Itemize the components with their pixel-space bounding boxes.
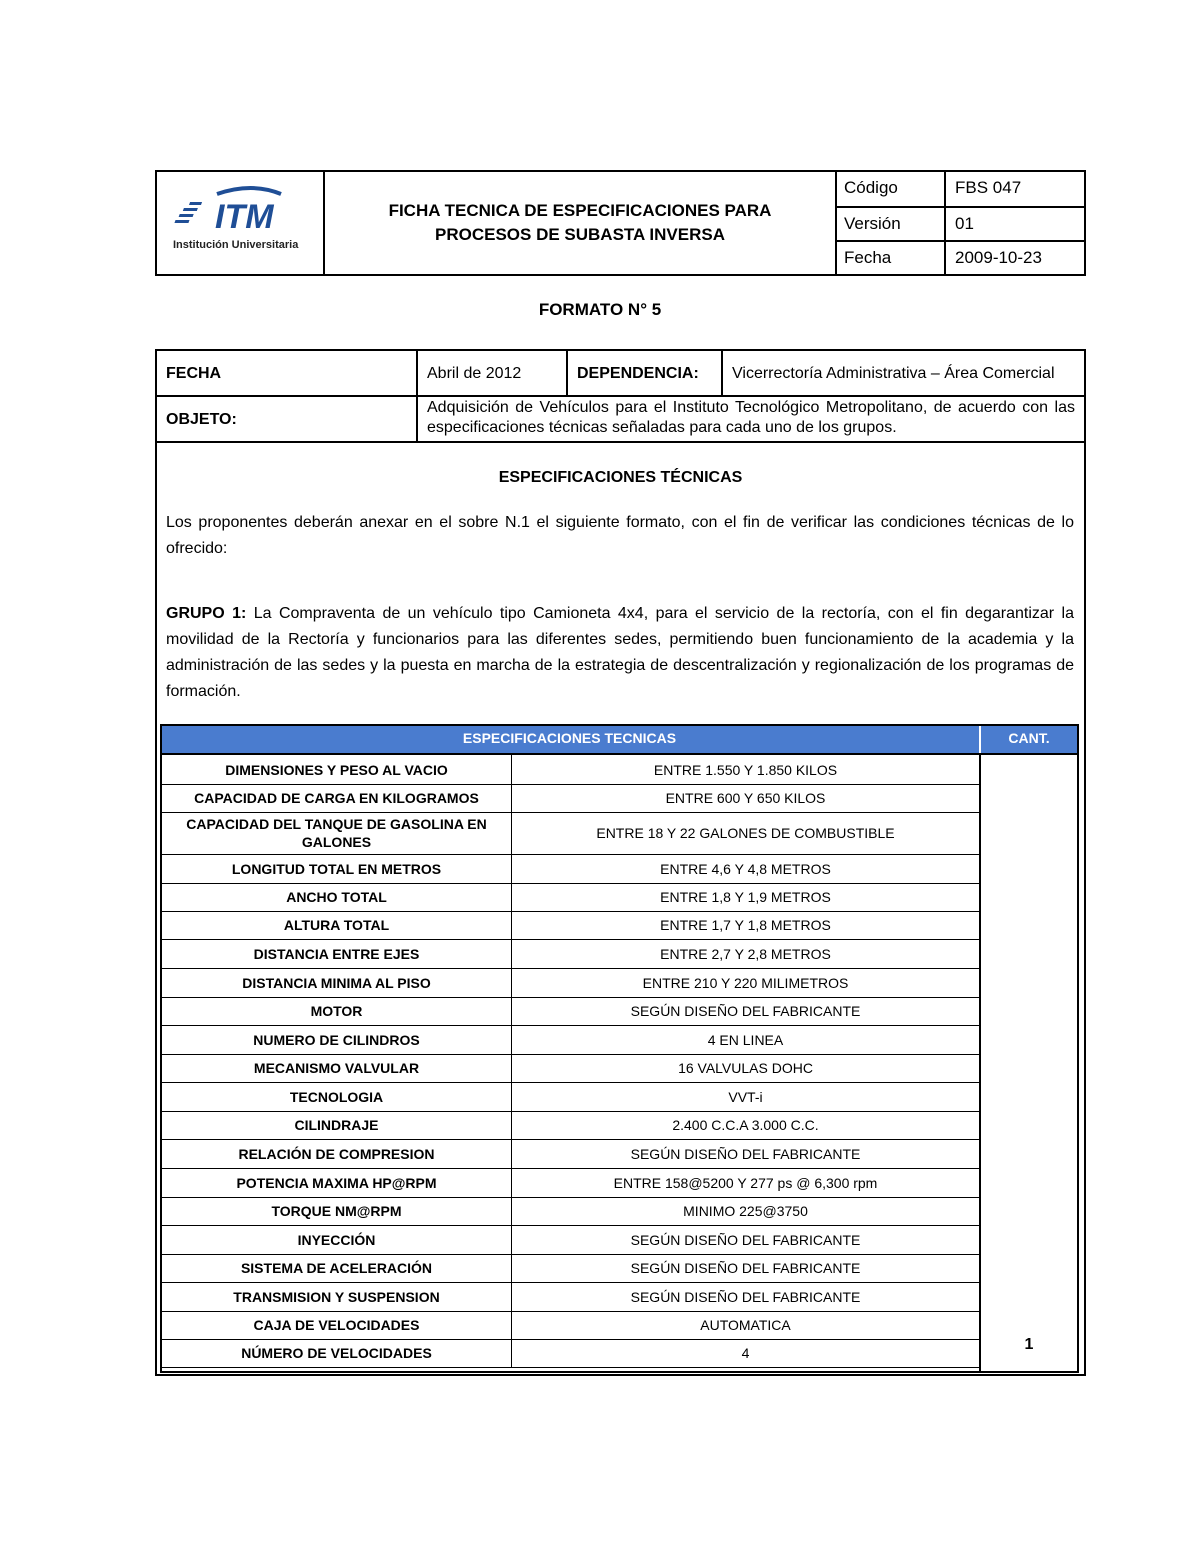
divider bbox=[157, 441, 1084, 443]
table-row bbox=[162, 939, 979, 969]
table-header-spec: ESPECIFICACIONES TECNICAS bbox=[160, 724, 979, 753]
table-header-cant: CANT. bbox=[981, 724, 1077, 753]
divider bbox=[566, 351, 568, 395]
table-border bbox=[1077, 724, 1079, 1373]
spec-value: ENTRE 600 Y 650 KILOS bbox=[665, 790, 826, 806]
spec-value: 4 EN LINEA bbox=[707, 1031, 784, 1048]
meta-value: 01 bbox=[955, 214, 974, 233]
table-row bbox=[162, 1254, 979, 1283]
spec-label: ANCHO TOTAL bbox=[162, 883, 512, 911]
spec-label: TECNOLOGIA bbox=[162, 1082, 512, 1111]
table-border bbox=[160, 753, 1079, 755]
table-row bbox=[162, 1111, 979, 1140]
table-row bbox=[162, 1225, 979, 1255]
spec-value: ENTRE 1,8 Y 1,9 METROS bbox=[660, 889, 831, 905]
specs-heading: ESPECIFICACIONES TÉCNICAS bbox=[498, 469, 743, 486]
objeto-value: Adquisición de Vehículos para el Instituto Tecnológico Metropolitano, de acuerdo con las especificaciones técnicas señaladas para cada uno de los grupos. bbox=[427, 399, 1075, 436]
divider bbox=[721, 351, 723, 395]
spec-value: VVT-i bbox=[728, 1088, 763, 1105]
table-row bbox=[162, 1339, 979, 1368]
table-border bbox=[979, 753, 981, 1373]
meta-value: 2009-10-23 bbox=[955, 248, 1042, 267]
title-line-1: FICHA TECNICA DE ESPECIFICACIONES PARA bbox=[388, 201, 772, 220]
document-title bbox=[325, 172, 837, 274]
spec-label: NÚMERO DE VELOCIDADES bbox=[162, 1339, 512, 1367]
meta-label: Fecha bbox=[837, 242, 946, 276]
spec-label: TRANSMISION Y SUSPENSION bbox=[162, 1282, 512, 1311]
table-row bbox=[162, 911, 979, 940]
spec-label: ALTURA TOTAL bbox=[162, 911, 512, 939]
spec-value: 16 VALVULAS DOHC bbox=[678, 1060, 813, 1076]
spec-value: ENTRE 210 Y 220 MILIMETROS bbox=[642, 974, 849, 991]
spec-label: CAJA DE VELOCIDADES bbox=[162, 1311, 512, 1339]
spec-table bbox=[160, 724, 1081, 1373]
spec-value: SEGÚN DISEÑO DEL FABRICANTE bbox=[630, 1231, 861, 1248]
spec-value: ENTRE 1,7 Y 1,8 METROS bbox=[660, 917, 831, 933]
table-row bbox=[162, 755, 979, 785]
spec-label: MOTOR bbox=[162, 997, 512, 1025]
spec-value: ENTRE 4,6 Y 4,8 METROS bbox=[660, 860, 831, 877]
spec-label: TORQUE NM@RPM bbox=[162, 1197, 512, 1225]
spec-value: 2.400 C.C.A 3.000 C.C. bbox=[672, 1117, 819, 1133]
spec-value: SEGÚN DISEÑO DEL FABRICANTE bbox=[630, 1003, 861, 1019]
itm-logo bbox=[157, 172, 321, 272]
spec-label: SISTEMA DE ACELERACIÓN bbox=[162, 1254, 512, 1282]
meta-row-fecha bbox=[837, 240, 1084, 276]
logo-subtitle: Institución Universitaria bbox=[173, 239, 299, 251]
spec-value: ENTRE 1.550 Y 1.850 KILOS bbox=[653, 761, 838, 778]
spec-label: CAPACIDAD DE CARGA EN KILOGRAMOS bbox=[162, 784, 512, 812]
table-row bbox=[162, 1054, 979, 1083]
spec-value: AUTOMATICA bbox=[700, 1317, 791, 1333]
dependencia-value: Vicerrectoría Administrativa – Área Comercial bbox=[732, 365, 1055, 382]
spec-value: 4 bbox=[741, 1345, 750, 1361]
table-row bbox=[162, 784, 979, 813]
table-row bbox=[162, 1139, 979, 1169]
meta-row-version bbox=[837, 206, 1084, 242]
logo-cell bbox=[157, 172, 325, 274]
table-row bbox=[162, 997, 979, 1026]
spec-label: RELACIÓN DE COMPRESION bbox=[162, 1139, 512, 1168]
specs-intro: Los proponentes deberán anexar en el sobre N.1 el siguiente formato, con el fin de verificar las condiciones técnicas de lo ofrecido: bbox=[166, 514, 1074, 557]
spec-value: SEGÚN DISEÑO DEL FABRICANTE bbox=[630, 1288, 861, 1305]
meta-row-codigo bbox=[837, 172, 1084, 206]
spec-label: DISTANCIA MINIMA AL PISO bbox=[162, 968, 512, 997]
table-row bbox=[162, 1197, 979, 1226]
table-row bbox=[162, 883, 979, 912]
spec-label: LONGITUD TOTAL EN METROS bbox=[162, 854, 512, 883]
spec-label: DISTANCIA ENTRE EJES bbox=[162, 939, 512, 968]
spec-value: ENTRE 158@5200 Y 277 ps @ 6,300 rpm bbox=[613, 1174, 878, 1191]
table-row bbox=[162, 968, 979, 998]
table-row bbox=[162, 854, 979, 884]
spec-label: CILINDRAJE bbox=[162, 1111, 512, 1139]
grupo-label: GRUPO 1: bbox=[166, 605, 247, 622]
table-border bbox=[160, 724, 162, 1373]
title-line-2: PROCESOS DE SUBASTA INVERSA bbox=[435, 225, 725, 244]
spec-label: DIMENSIONES Y PESO AL VACIO bbox=[162, 755, 512, 784]
meta-label: Versión bbox=[837, 208, 946, 242]
spec-label: MECANISMO VALVULAR bbox=[162, 1054, 512, 1082]
divider bbox=[416, 395, 418, 441]
dependencia-label: DEPENDENCIA: bbox=[577, 365, 699, 382]
cant-value: 1 bbox=[1024, 1336, 1034, 1353]
logo-text: ITM bbox=[215, 198, 274, 236]
grupo-paragraph bbox=[166, 601, 1074, 705]
fecha-label: FECHA bbox=[166, 365, 222, 382]
spec-label: INYECCIÓN bbox=[162, 1225, 512, 1254]
table-border bbox=[160, 1371, 1079, 1373]
table-row bbox=[162, 812, 979, 855]
table-row bbox=[162, 1025, 979, 1055]
divider bbox=[416, 351, 418, 395]
document-header bbox=[155, 170, 1086, 276]
spec-value: SEGÚN DISEÑO DEL FABRICANTE bbox=[630, 1145, 861, 1162]
objeto-label: OBJETO: bbox=[166, 411, 237, 428]
table-row bbox=[162, 1311, 979, 1340]
spec-value: ENTRE 2,7 Y 2,8 METROS bbox=[660, 945, 831, 962]
spec-label: CAPACIDAD DEL TANQUE DE GASOLINA EN GALONES bbox=[162, 812, 512, 854]
meta-value: FBS 047 bbox=[955, 178, 1022, 197]
spec-value: SEGÚN DISEÑO DEL FABRICANTE bbox=[630, 1260, 861, 1276]
spec-value: ENTRE 18 Y 22 GALONES DE COMBUSTIBLE bbox=[596, 825, 895, 841]
spec-label: POTENCIA MAXIMA HP@RPM bbox=[162, 1168, 512, 1197]
fecha-value: Abril de 2012 bbox=[427, 365, 522, 382]
spec-label: NUMERO DE CILINDROS bbox=[162, 1025, 512, 1054]
divider bbox=[157, 395, 1084, 397]
formato-number: FORMATO N° 5 bbox=[538, 300, 662, 319]
table-row bbox=[162, 1282, 979, 1312]
meta-label: Código bbox=[837, 172, 946, 206]
table-border bbox=[160, 724, 1079, 726]
table-row bbox=[162, 1082, 979, 1112]
spec-value: MINIMO 225@3750 bbox=[683, 1203, 808, 1219]
grupo-text: La Compraventa de un vehículo tipo Camioneta 4x4, para el servicio de la rectoría, con el fin degarantizar la movilidad de la Rectoría y funcionarios para las diferentes sedes, permitiendo buen funcionamiento de la academia y la administración de las sedes y la puesta en marcha de la estrategia de descentralización y regionalización de los programas de formación. bbox=[166, 605, 1074, 700]
table-row bbox=[162, 1168, 979, 1198]
